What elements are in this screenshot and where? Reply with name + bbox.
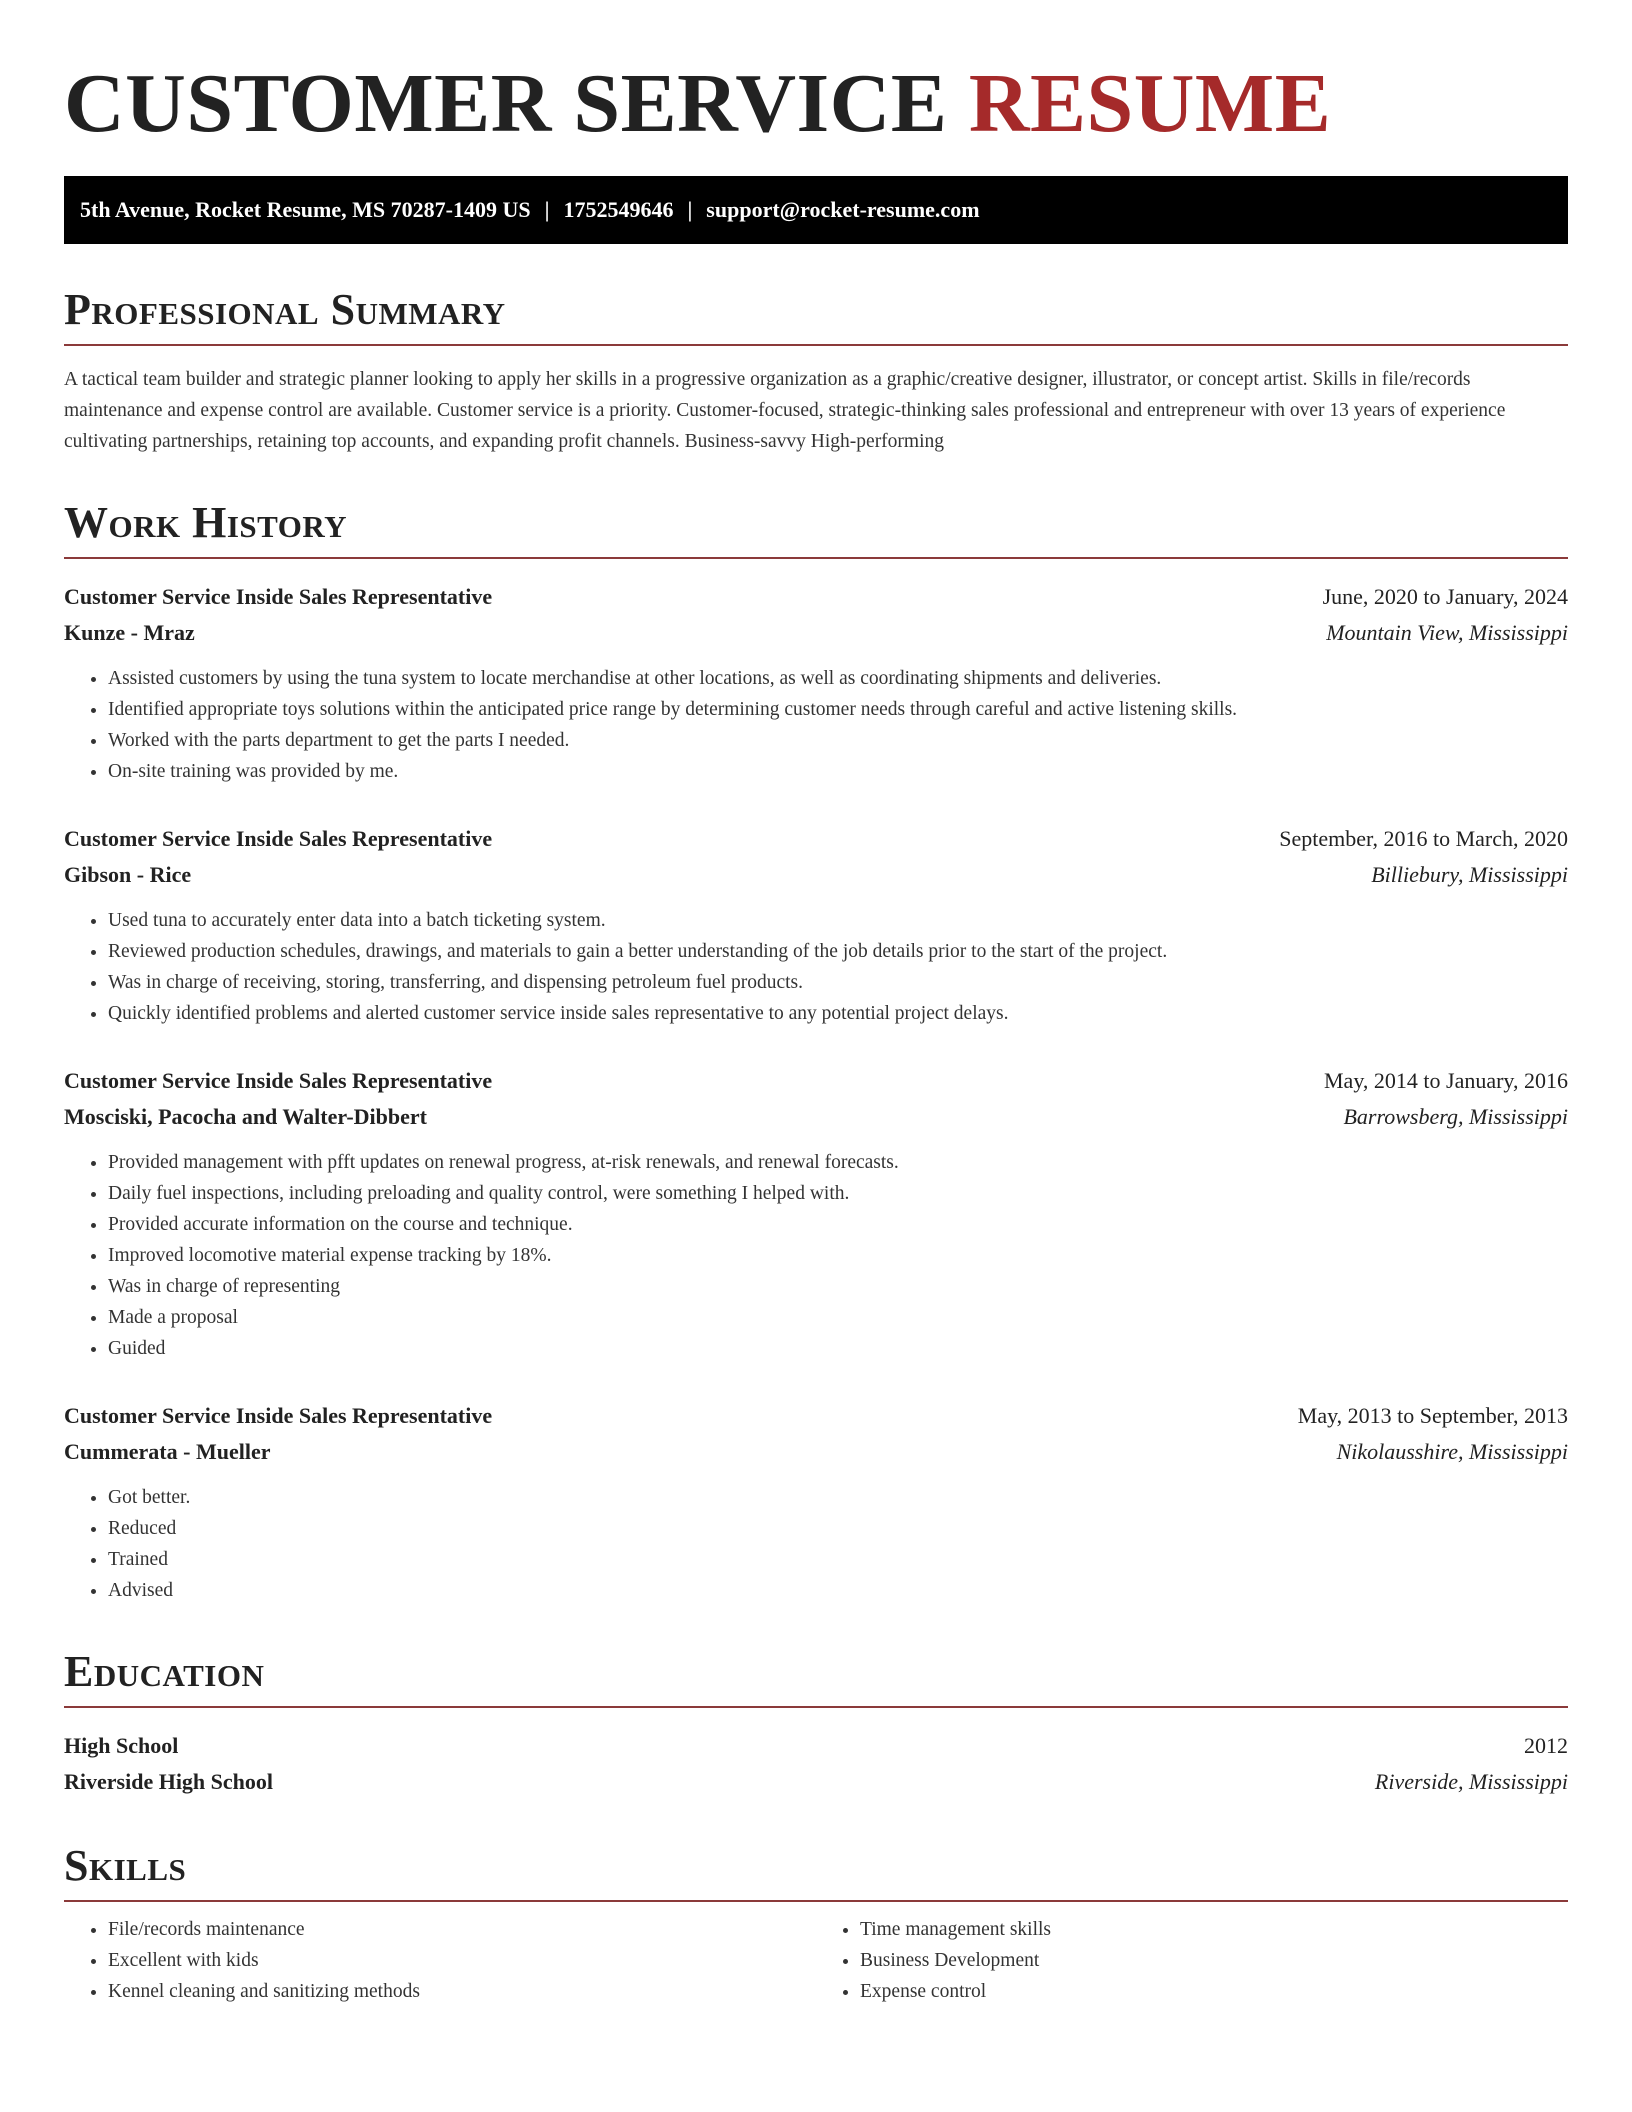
- job-company: Kunze - Mraz: [64, 620, 195, 645]
- education-year: 2012: [1524, 1733, 1568, 1758]
- skills-list-left: [64, 1914, 816, 2007]
- contact-phone: 1752549646: [563, 197, 674, 222]
- job-bullet: • Worked with the parts department to get the parts I needed.: [108, 725, 1568, 756]
- skill-item: • Kennel cleaning and sanitizing methods: [108, 1976, 816, 2007]
- job-title: Customer Service Inside Sales Representative: [64, 1068, 493, 1093]
- job-dates: May, 2014 to January, 2016: [1324, 1068, 1568, 1093]
- job-bullet: • Quickly identified problems and alerted customer service inside sales representative to any potential project delays.: [108, 998, 1568, 1029]
- skill-item: • Excellent with kids: [108, 1945, 816, 1976]
- skills-grid: [64, 1914, 1568, 2007]
- job-bullet: • Got better.: [108, 1482, 1568, 1513]
- job-bullet: • Reduced: [108, 1513, 1568, 1544]
- job-bullets: [64, 905, 1568, 1029]
- job-title: Customer Service Inside Sales Representative: [64, 826, 493, 851]
- contact-bar: [64, 176, 1568, 244]
- summary-section: [64, 284, 1568, 457]
- education-heading: Education: [64, 1646, 1568, 1708]
- job-bullet: • Provided accurate information on the course and technique.: [108, 1209, 1568, 1240]
- skills-section: [64, 1840, 1568, 2007]
- job-bullets: [64, 663, 1568, 787]
- education-degree: High School: [64, 1733, 179, 1758]
- job-bullet: • Trained: [108, 1544, 1568, 1575]
- education-school: Riverside High School: [64, 1769, 274, 1794]
- skills-list-right: [816, 1914, 1568, 2007]
- job-bullet: • Used tuna to accurately enter data into a batch ticketing system.: [108, 905, 1568, 936]
- job-entry: [64, 821, 1568, 1029]
- job-company: Cummerata - Mueller: [64, 1439, 271, 1464]
- job-bullet: • Daily fuel inspections, including preloading and quality control, were something I helped with.: [108, 1178, 1568, 1209]
- job-bullets: [64, 1482, 1568, 1606]
- job-bullet: • On-site training was provided by me.: [108, 756, 1568, 787]
- contact-separator: |: [687, 197, 693, 222]
- contact-separator: |: [544, 197, 550, 222]
- job-location: Billiebury, Mississippi: [1371, 862, 1568, 887]
- contact-address: 5th Avenue, Rocket Resume, MS 70287-1409 US: [80, 197, 531, 222]
- work-history-heading: Work History: [64, 497, 1568, 559]
- job-dates: May, 2013 to September, 2013: [1297, 1403, 1568, 1428]
- job-entry: [64, 1063, 1568, 1364]
- job-bullet: • Improved locomotive material expense tracking by 18%.: [108, 1240, 1568, 1271]
- skills-heading: Skills: [64, 1840, 1568, 1902]
- job-bullet: • Made a proposal: [108, 1302, 1568, 1333]
- job-bullet: • Identified appropriate toys solutions within the anticipated price range by determining customer needs through careful and active listening skills.: [108, 694, 1568, 725]
- education-entry: [64, 1728, 1568, 1800]
- job-entry: [64, 579, 1568, 787]
- job-location: Barrowsberg, Mississippi: [1343, 1104, 1568, 1129]
- job-bullet: • Was in charge of representing: [108, 1271, 1568, 1302]
- summary-heading: Professional Summary: [64, 284, 1568, 346]
- job-bullets: [64, 1147, 1568, 1364]
- job-bullet: • Reviewed production schedules, drawings, and materials to gain a better understanding of the job details prior to the start of the project.: [108, 936, 1568, 967]
- summary-text: A tactical team builder and strategic planner looking to apply her skills in a progressive organization as a graphic/creative designer, illustrator, or concept artist. Skills in file/records maintenance and expense control are available. Customer service is a priority. Customer-focused, strategic-thinking sales professional and entrepreneur with over 13 years of experience cultivating partnerships, retaining top accounts, and expanding profit channels. Business-savvy High-performing: [64, 369, 1506, 452]
- work-history-section: [64, 497, 1568, 1606]
- job-title: Customer Service Inside Sales Representative: [64, 1403, 493, 1428]
- job-company: Mosciski, Pacocha and Walter-Dibbert: [64, 1104, 427, 1129]
- education-location: Riverside, Mississippi: [1374, 1769, 1568, 1794]
- resume-title: [64, 56, 1568, 152]
- job-bullet: • Guided: [108, 1333, 1568, 1364]
- skill-item: • File/records maintenance: [108, 1914, 816, 1945]
- title-accent: RESUME: [968, 57, 1332, 150]
- resume-page: [64, 56, 1568, 2007]
- title-main: CUSTOMER SERVICE: [64, 57, 948, 150]
- job-location: Nikolausshire, Mississippi: [1336, 1439, 1568, 1464]
- job-dates: September, 2016 to March, 2020: [1279, 826, 1568, 851]
- skill-item: • Expense control: [860, 1976, 1568, 2007]
- contact-email: support@rocket-resume.com: [706, 197, 980, 222]
- job-bullet: • Assisted customers by using the tuna system to locate merchandise at other locations, as well as coordinating shipments and deliveries.: [108, 663, 1568, 694]
- education-section: [64, 1646, 1568, 1800]
- job-bullet: • Advised: [108, 1575, 1568, 1606]
- skill-item: • Time management skills: [860, 1914, 1568, 1945]
- job-bullet: • Provided management with pfft updates on renewal progress, at-risk renewals, and renewal forecasts.: [108, 1147, 1568, 1178]
- job-company: Gibson - Rice: [64, 862, 192, 887]
- skill-item: • Business Development: [860, 1945, 1568, 1976]
- job-location: Mountain View, Mississippi: [1326, 620, 1568, 645]
- job-dates: June, 2020 to January, 2024: [1322, 584, 1568, 609]
- job-entry: [64, 1398, 1568, 1606]
- job-title: Customer Service Inside Sales Representative: [64, 584, 493, 609]
- job-bullet: • Was in charge of receiving, storing, transferring, and dispensing petroleum fuel products.: [108, 967, 1568, 998]
